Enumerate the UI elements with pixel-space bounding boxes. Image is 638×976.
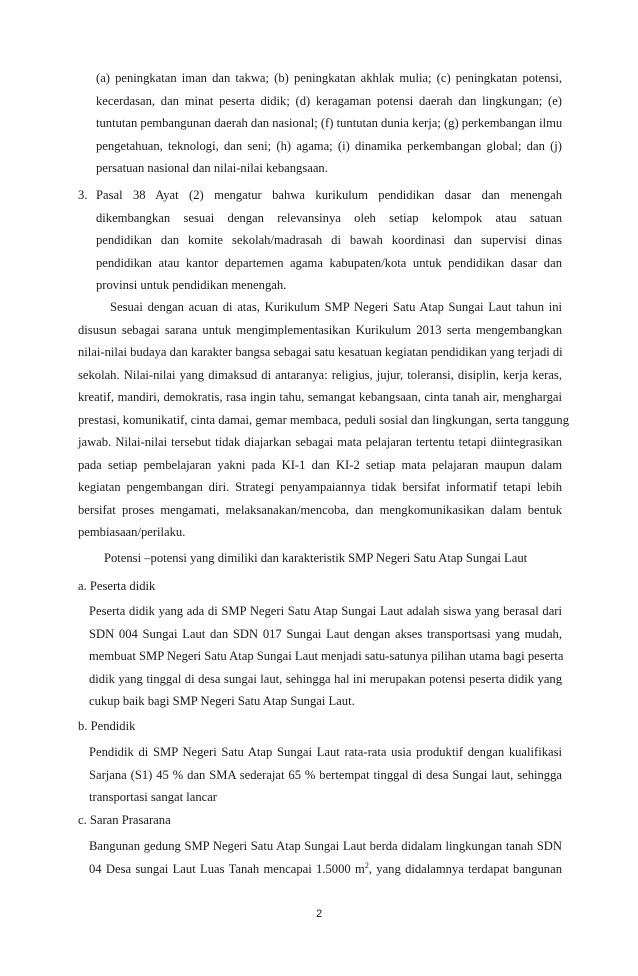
text-line: bersifat proses mengamati, melaksanakan/mencoba, dan mengkomunikasikan dalam bentuk xyxy=(78,502,562,517)
text-line: didik yang tinggal di desa sungai laut, sehingga hal ini merupakan potensi peserta didik yang xyxy=(89,671,562,686)
text-line: transportasi sangat lancar xyxy=(89,790,217,804)
text-line: Sesuai dengan acuan di atas, Kurikulum SMP Negeri Satu Atap Sungai Laut tahun ini xyxy=(110,300,562,314)
text-line: cukup baik bagi SMP Negeri Satu Atap Sungai Laut. xyxy=(89,694,355,708)
list-continuation xyxy=(96,67,562,180)
main-paragraph xyxy=(78,296,570,544)
page-number: 2 xyxy=(315,908,323,920)
text-segment: 04 Desa sungai Laut Luas Tanah mencapai 1.5000 m xyxy=(89,861,365,876)
text-line: provinsi untuk pendidikan menengah. xyxy=(96,278,287,292)
text-line: disusun sebagai sarana untuk mengimplementasikan Kurikulum 2013 serta mengembangkan xyxy=(78,322,562,337)
superscript: 2 xyxy=(364,860,369,870)
section-b-body xyxy=(89,741,562,809)
text-line: Sarjana (S1) 45 % dan SMA sederajat 65 % bertempat tinggal di desa Sungai laut, sehingga xyxy=(89,767,562,782)
text-line: Pasal 38 Ayat (2) mengatur bahwa kurikulum pendidikan dasar dan menengah xyxy=(96,188,562,202)
text-line: Peserta didik yang ada di SMP Negeri Satu Atap Sungai Laut adalah siswa yang berasal dari xyxy=(89,604,562,618)
text-line: pembiasaan/perilaku. xyxy=(78,525,186,539)
text-line: kecerdasan, dan minat peserta didik; (d) keragaman potensi daerah dan lingkungan; (e) xyxy=(96,93,562,108)
section-b-heading: b. Pendidik xyxy=(78,719,136,733)
text-line: prestasi, komunikatif, cinta damai, gemar membaca, peduli sosial dan lingkungan, serta tanggung xyxy=(78,412,570,427)
text-line: dikembangkan sesuai dengan relevansinya oleh setiap kelompok atau satuan xyxy=(96,210,562,225)
list-number: 3. xyxy=(78,188,88,202)
section-c-body xyxy=(89,835,562,880)
text-line: SDN 004 Sungai Laut dan SDN 017 Sungai Laut dengan akses transportsasi yang mudah, xyxy=(89,626,562,641)
text-line: sekolah. Nilai-nilai yang dimaksud di antaranya: religius, jujur, toleransi, disiplin, kerja keras, xyxy=(78,367,562,382)
section-a-body xyxy=(89,600,562,713)
text-line xyxy=(89,858,562,881)
list-item-3 xyxy=(96,184,562,297)
text-line: Bangunan gedung SMP Negeri Satu Atap Sungai Laut berda didalam lingkungan tanah SDN xyxy=(89,839,562,853)
section-a-heading: a. Peserta didik xyxy=(78,579,156,593)
text-line: Pendidik di SMP Negeri Satu Atap Sungai Laut rata-rata usia produktif dengan kualifikasi xyxy=(89,745,562,759)
text-line: pada setiap pembelajaran yakni pada KI-1 dan KI-2 setiap mata pelajaran maupun dalam xyxy=(78,457,562,472)
text-line: pengetahuan, teknologi, dan seni; (h) agama; (i) dinamika perkembangan global; dan (j) xyxy=(96,138,562,153)
text-line: pendidikan dan komite sekolah/madrasah di bawah koordinasi dan supervisi dinas xyxy=(96,233,562,247)
text-line: (a) peningkatan iman dan takwa; (b) peningkatan akhlak mulia; (c) peningkatan potensi, xyxy=(96,71,562,85)
text-line: tuntutan pembangunan daerah dan nasional; (f) tuntutan dunia kerja; (g) perkembangan ilmu xyxy=(96,116,563,130)
section-c-heading: c. Saran Prasarana xyxy=(78,813,171,827)
text-line: membuat SMP Negeri Satu Atap Sungai Laut menjadi satu-satunya pilihan utama bagi peserta xyxy=(89,649,564,663)
text-line: kegiatan pengembangan diri. Strategi penyampaiannya tidak bersifat informatif tetapi lebih xyxy=(78,480,562,494)
potensi-heading: Potensi –potensi yang dimiliki dan karakteristik SMP Negeri Satu Atap Sungai Laut xyxy=(104,551,528,565)
text-line: pendidikan atau kantor departemen agama kabupaten/kota untuk pendidikan dasar dan xyxy=(96,255,562,270)
text-line: kreatif, mandiri, demokratis, rasa ingin tahu, semangat kebangsaan, cinta tanah air, menghargai xyxy=(78,390,562,404)
text-segment: , yang didalamnya terdapat bangunan xyxy=(368,861,562,876)
text-line: jawab. Nilai-nilai tersebut tidak diajarkan sebagai mata pelajaran tertentu tetapi diintegrasikan xyxy=(78,435,562,449)
text-line: nilai-nilai budaya dan karakter bangsa sebagai satu kesatuan kegiatan pendidikan yang terjadi di xyxy=(78,345,563,359)
text-line: persatuan nasional dan nilai-nilai kebangsaan. xyxy=(96,161,328,175)
